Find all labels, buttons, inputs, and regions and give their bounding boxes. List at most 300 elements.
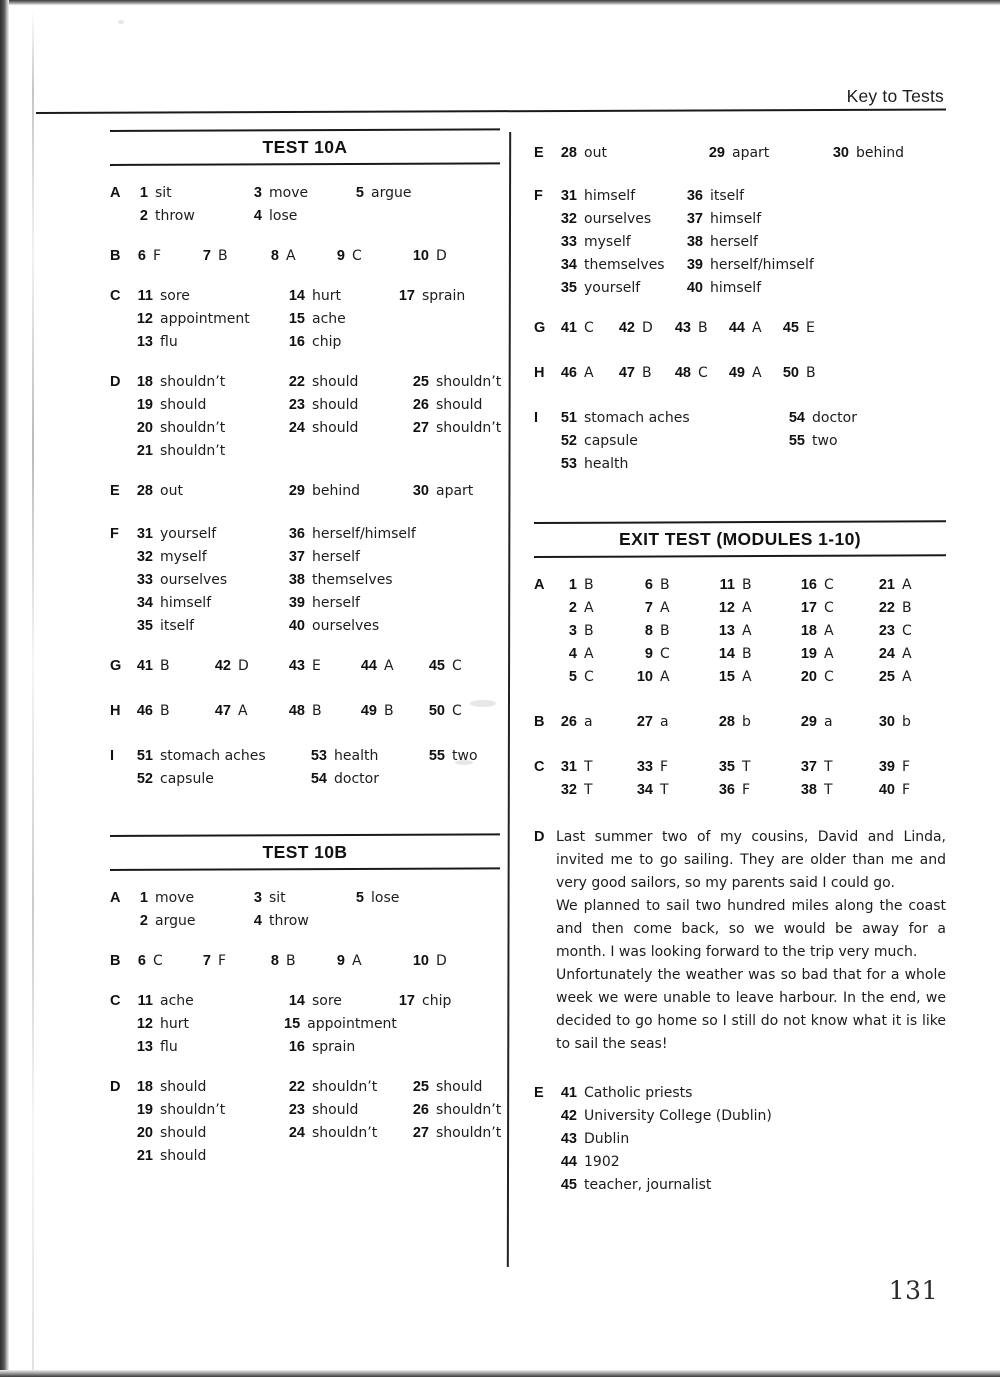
answer-value: T: [584, 782, 593, 798]
answer-value: F: [153, 248, 162, 264]
answer-number: 29: [800, 714, 817, 730]
answer-number: 24: [288, 420, 305, 436]
answer-column: [284, 1076, 408, 1145]
answer-item: [331, 950, 409, 973]
section-body: [132, 285, 500, 354]
answer-value: 1902: [584, 1154, 620, 1170]
answer-item: [132, 417, 284, 440]
answer-number: 33: [560, 234, 577, 250]
answer-value: stomach aches: [584, 410, 690, 426]
answer-value: sprain: [312, 1039, 356, 1055]
answer-number: 20: [136, 420, 153, 436]
answer-item: [132, 990, 284, 1013]
answer-column: [132, 245, 197, 268]
answer-number: 28: [560, 145, 577, 161]
answer-item: [132, 1013, 284, 1036]
section-a-exit-test: [534, 574, 946, 689]
answer-number: 26: [412, 1102, 429, 1118]
answer-value: should: [312, 374, 359, 390]
answer-number: 33: [136, 572, 153, 588]
answer-item: [132, 205, 248, 228]
answer-item: [284, 394, 408, 417]
section-letter: G: [534, 320, 546, 336]
answer-column: [350, 887, 399, 910]
section-letter: B: [110, 953, 121, 969]
answer-column: [350, 182, 411, 205]
answer-number: 10: [412, 953, 429, 969]
section-letter: E: [534, 145, 544, 161]
answer-item: [682, 185, 814, 208]
answer-value: herself/himself: [312, 526, 416, 542]
banner-rule-bottom: [110, 162, 500, 166]
answer-item: [284, 1076, 408, 1099]
answer-value: D: [642, 320, 653, 336]
answer-item: [632, 779, 714, 802]
answer-item: [556, 756, 632, 779]
banner-rule-bottom: [534, 554, 946, 558]
answer-value: A: [824, 646, 834, 662]
answer-value: shouldn’t: [436, 1125, 502, 1141]
answer-column: [784, 407, 857, 453]
answer-number: 19: [136, 397, 153, 413]
section-c-test10a: [110, 285, 500, 354]
answer-column: [409, 950, 447, 973]
answer-number: 29: [708, 145, 725, 161]
test-10a-banner: [110, 130, 500, 166]
answer-column: [132, 950, 197, 973]
section-e-exit-test: [534, 1082, 946, 1197]
answer-item: [556, 362, 614, 385]
answer-value: throw: [269, 913, 309, 929]
answer-item: [714, 574, 796, 597]
section-letter: C: [110, 993, 121, 1009]
answer-number: 14: [288, 288, 305, 304]
answer-value: themselves: [584, 257, 665, 273]
answer-item: [132, 285, 284, 308]
answer-value: A: [660, 669, 670, 685]
answer-value: yourself: [584, 280, 641, 296]
answer-value: himself: [710, 211, 762, 227]
answer-number: 24: [878, 646, 895, 662]
answer-column: [704, 142, 828, 165]
answer-item: [248, 887, 350, 910]
answer-item: [556, 666, 632, 689]
answer-item: [306, 745, 424, 768]
section-body: [132, 887, 500, 933]
answer-number: 28: [136, 483, 153, 499]
section-body: [556, 317, 946, 340]
answer-column: [556, 362, 614, 385]
answer-item: [132, 371, 284, 394]
answer-value: D: [436, 953, 447, 969]
answer-item: [556, 407, 784, 430]
answer-number: 12: [136, 1016, 153, 1032]
answer-value: A: [742, 623, 752, 639]
answer-value: C: [452, 703, 462, 719]
answer-value: shouldn’t: [160, 443, 226, 459]
answer-item: [556, 231, 682, 254]
answer-number: 25: [412, 374, 429, 390]
answer-number: 17: [398, 288, 415, 304]
answer-value: A: [824, 623, 834, 639]
answer-column: [132, 990, 284, 1059]
answer-value: flu: [160, 1039, 178, 1055]
answer-item: [704, 142, 828, 165]
answer-column: [796, 711, 874, 734]
exit-test-banner: [534, 522, 946, 558]
answer-item: [614, 362, 670, 385]
answer-column: [409, 245, 447, 268]
answer-value: should: [312, 397, 359, 413]
answer-value: argue: [155, 913, 196, 929]
section-h-test10a-cont: [534, 362, 946, 385]
answer-value: shouldn’t: [312, 1125, 378, 1141]
answer-number: 17: [800, 600, 817, 616]
answer-column: [874, 711, 911, 734]
answer-value: appointment: [307, 1016, 397, 1032]
section-e-test10a: [110, 480, 500, 503]
answer-number: 18: [136, 1079, 153, 1095]
answer-column: [632, 574, 714, 689]
section-b-exit-test: [534, 711, 946, 734]
answer-value: shouldn’t: [160, 1102, 226, 1118]
answer-item: [682, 277, 814, 300]
answer-value: apart: [732, 145, 770, 161]
answer-item: [714, 756, 796, 779]
answer-column: [210, 655, 284, 678]
answer-number: 43: [560, 1131, 577, 1147]
answer-value: herself: [312, 595, 360, 611]
answer-number: 51: [136, 748, 153, 764]
answer-item: [556, 1151, 772, 1174]
answer-value: F: [902, 759, 911, 775]
section-body: [556, 711, 946, 734]
answer-item: [714, 643, 796, 666]
answer-item: [284, 417, 408, 440]
answer-column: [132, 745, 306, 791]
section-letter: E: [534, 1085, 544, 1101]
answer-column: [614, 317, 670, 340]
answer-number: 34: [136, 595, 153, 611]
answer-item: [632, 643, 714, 666]
section-letter: D: [110, 374, 121, 390]
section-body: [556, 756, 946, 802]
section-body: [132, 950, 500, 973]
answer-value: apart: [436, 483, 474, 499]
answer-column: [331, 245, 409, 268]
answer-item: [197, 950, 265, 973]
answer-number: 38: [686, 234, 703, 250]
answer-column: [284, 700, 356, 723]
header-title: Key to Tests: [846, 86, 944, 106]
answer-number: 27: [412, 1125, 429, 1141]
answer-item: [714, 620, 796, 643]
answer-number: 5: [355, 890, 364, 906]
answer-value: C: [902, 623, 912, 639]
answer-value: teacher, journalist: [584, 1177, 712, 1193]
answer-number: 7: [202, 248, 211, 264]
answer-value: shouldn’t: [160, 374, 226, 390]
answer-number: 42: [560, 1108, 577, 1124]
answer-item: [556, 711, 632, 734]
answer-value: two: [452, 748, 478, 764]
answer-column: [132, 887, 248, 933]
answer-value: should: [160, 1125, 207, 1141]
answer-number: 32: [560, 211, 577, 227]
answer-value: doctor: [812, 410, 857, 426]
section-d-test10b: [110, 1076, 500, 1168]
answer-value: C: [698, 365, 708, 381]
answer-number: 55: [788, 433, 805, 449]
answer-item: [424, 700, 462, 723]
answer-number: 40: [288, 618, 305, 634]
answer-item: [284, 371, 408, 394]
answer-item: [632, 574, 714, 597]
answer-value: sore: [312, 993, 342, 1009]
answer-number: 51: [560, 410, 577, 426]
section-body: [556, 142, 946, 165]
answer-number: 1: [568, 577, 577, 593]
answer-item: [248, 205, 350, 228]
answer-number: 34: [560, 257, 577, 273]
answer-item: [556, 208, 682, 231]
answer-value: C: [824, 600, 834, 616]
answer-number: 35: [718, 759, 735, 775]
answer-value: A: [752, 320, 762, 336]
answer-column: [356, 700, 424, 723]
answer-column: [132, 285, 284, 354]
answer-value: sore: [160, 288, 190, 304]
answer-item: [874, 643, 912, 666]
answer-value: out: [160, 483, 183, 499]
answer-number: 46: [560, 365, 577, 381]
answer-number: 48: [288, 703, 305, 719]
answer-number: 32: [136, 549, 153, 565]
answer-number: 16: [800, 577, 817, 593]
answer-item: [284, 480, 408, 503]
answer-column: [714, 756, 796, 802]
answer-column: [394, 285, 465, 308]
answer-number: 24: [288, 1125, 305, 1141]
answer-item: [796, 756, 874, 779]
answer-item: [682, 254, 814, 277]
answer-number: 2: [139, 913, 148, 929]
section-letter: H: [110, 703, 121, 719]
answer-column: [284, 371, 408, 440]
answer-number: 25: [412, 1079, 429, 1095]
section-body: [556, 1082, 946, 1197]
answer-value: E: [312, 658, 321, 674]
answer-value: b: [742, 714, 751, 730]
banner-rule-bottom: [110, 867, 500, 871]
answer-column: [778, 317, 815, 340]
answer-number: 40: [686, 280, 703, 296]
answer-value: T: [824, 759, 833, 775]
answer-number: 29: [288, 483, 305, 499]
answer-value: move: [269, 185, 309, 201]
answer-item: [874, 597, 912, 620]
answer-number: 44: [560, 1154, 577, 1170]
section-i-test10a-cont: [534, 407, 946, 476]
answer-value: capsule: [160, 771, 214, 787]
answer-column: [132, 182, 248, 228]
answer-value: B: [286, 953, 296, 969]
answer-item: [632, 666, 714, 689]
answer-number: 52: [136, 771, 153, 787]
answer-item: [356, 655, 424, 678]
answer-value: ache: [312, 311, 346, 327]
answer-value: C: [153, 953, 163, 969]
answer-value: move: [155, 890, 195, 906]
answer-value: throw: [155, 208, 195, 224]
answer-column: [284, 655, 356, 678]
answer-number: 7: [644, 600, 653, 616]
answer-number: 26: [560, 714, 577, 730]
answer-value: C: [824, 577, 834, 593]
section-f-test10a: [110, 523, 500, 638]
answer-item: [874, 574, 912, 597]
answer-column: [682, 185, 814, 300]
answer-number: 11: [137, 288, 153, 304]
answer-item: [796, 620, 874, 643]
answer-column: [828, 142, 904, 165]
answer-value: a: [824, 714, 833, 730]
answer-number: 35: [136, 618, 153, 634]
answer-number: 14: [288, 993, 305, 1009]
answer-column: [556, 711, 632, 734]
answer-item: [132, 950, 197, 973]
answer-item: [248, 182, 350, 205]
answer-number: 16: [288, 334, 305, 350]
answer-item: [724, 317, 778, 340]
answer-number: 40: [878, 782, 895, 798]
answer-value: B: [160, 703, 170, 719]
answer-item: [556, 1105, 772, 1128]
answer-item: [556, 779, 632, 802]
section-body: [556, 185, 946, 300]
answer-item: [874, 756, 910, 779]
answer-value: T: [742, 759, 751, 775]
answer-number: 44: [728, 320, 745, 336]
answer-number: 18: [136, 374, 153, 390]
answer-value: B: [584, 577, 594, 593]
answer-number: 21: [136, 443, 153, 459]
answer-number: 55: [428, 748, 445, 764]
answer-value: C: [584, 669, 594, 685]
answer-value: D: [238, 658, 249, 674]
answer-number: 45: [782, 320, 799, 336]
scan-speck: [118, 20, 124, 24]
answer-item: [284, 1036, 394, 1059]
answer-number: 30: [878, 714, 895, 730]
answer-value: B: [742, 577, 752, 593]
scan-edge-top: [0, 0, 1000, 5]
answer-number: 47: [214, 703, 231, 719]
answer-number: 23: [878, 623, 895, 639]
section-d-exit-test: [534, 826, 946, 1056]
answer-value: A: [584, 365, 594, 381]
answer-item: [784, 407, 857, 430]
answer-number: 35: [560, 280, 577, 296]
answer-value: F: [218, 953, 227, 969]
answer-column: [424, 655, 462, 678]
section-g-test10a-cont: [534, 317, 946, 340]
answer-value: herself: [312, 549, 360, 565]
section-body: [556, 574, 946, 689]
answer-value: myself: [584, 234, 631, 250]
answer-item: [408, 1099, 501, 1122]
answer-number: 12: [136, 311, 153, 327]
answer-value: shouldn’t: [436, 1102, 502, 1118]
answer-item: [796, 779, 874, 802]
answer-number: 46: [136, 703, 153, 719]
answer-number: 53: [560, 456, 577, 472]
answer-value: herself: [710, 234, 758, 250]
answer-value: lose: [269, 208, 298, 224]
answer-item: [874, 711, 911, 734]
answer-item: [132, 569, 284, 592]
answer-item: [682, 231, 814, 254]
answer-value: ache: [160, 993, 194, 1009]
answer-item: [556, 277, 682, 300]
answer-item: [331, 245, 409, 268]
answer-number: 17: [398, 993, 415, 1009]
answer-number: 42: [618, 320, 635, 336]
answer-item: [284, 1013, 397, 1036]
answer-column: [714, 711, 796, 734]
answer-item: [284, 308, 394, 331]
model-answer-paragraph: Last summer two of my cousins, David and Linda, invited me to go sailing. They are older than me and very good sailors, so my parents said I could go.: [556, 829, 946, 891]
answer-item: [284, 546, 416, 569]
section-body: [132, 182, 500, 228]
answer-item: [284, 523, 416, 546]
answer-value: F: [902, 782, 911, 798]
answer-column: [632, 711, 714, 734]
answer-number: 6: [137, 953, 146, 969]
answer-item: [197, 245, 265, 268]
answer-value: B: [384, 703, 394, 719]
answer-number: 38: [800, 782, 817, 798]
answer-number: 38: [288, 572, 305, 588]
answer-item: [632, 597, 714, 620]
answer-value: shouldn’t: [312, 1079, 378, 1095]
answer-value: chip: [422, 993, 452, 1009]
answer-value: D: [436, 248, 447, 264]
answer-column: [265, 950, 331, 973]
answer-number: 54: [310, 771, 327, 787]
page-edge-line: [32, 10, 34, 1370]
answer-column: [724, 317, 778, 340]
answer-number: 1: [139, 890, 148, 906]
exit-test-title: EXIT TEST (MODULES 1-10): [619, 529, 861, 549]
answer-value: himself: [710, 280, 762, 296]
answer-column: [265, 245, 331, 268]
answer-item: [796, 711, 874, 734]
answer-column: [874, 574, 912, 689]
answer-item: [408, 1076, 501, 1099]
answer-column: [714, 574, 796, 689]
answer-number: 28: [718, 714, 735, 730]
answer-number: 37: [800, 759, 817, 775]
answer-item: [132, 394, 284, 417]
answer-number: 31: [560, 759, 577, 775]
section-letter: C: [110, 288, 121, 304]
answer-number: 52: [560, 433, 577, 449]
test-10a-title: TEST 10A: [262, 137, 348, 157]
answer-number: 21: [878, 577, 895, 593]
answer-number: 7: [202, 953, 211, 969]
answer-item: [556, 185, 682, 208]
